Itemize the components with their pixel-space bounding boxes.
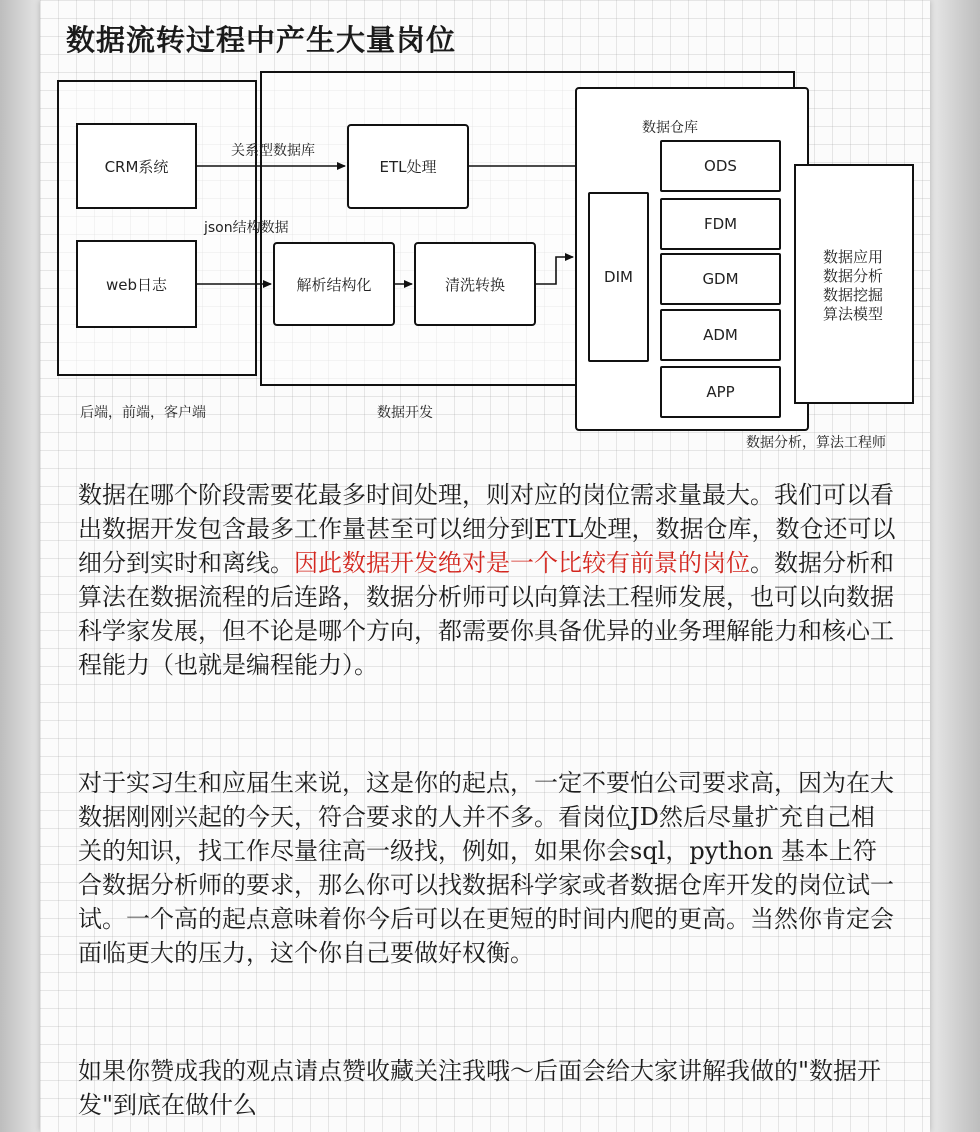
parse-structure-node: 解析结构化 <box>273 242 395 326</box>
layer-fdm: FDM <box>660 198 781 250</box>
caption-analysis: 数据分析，算法工程师 <box>746 435 886 451</box>
etl-node: ETL处理 <box>347 124 469 209</box>
paragraph-3: 如果你赞成我的观点请点赞收藏关注我哦～后面会给大家讲解我做的"数据开发"到底在做什么 <box>78 1057 882 1119</box>
app-item: 数据挖掘 <box>823 286 884 304</box>
paragraph-1-highlight: 因此数据开发绝对是一个比较有前景的岗位 <box>294 549 750 577</box>
paragraph-1-text-a: 数据在哪个阶段需要花最多时间处理，则对应的岗位需求量最大。我们可以看出数据开发包含最多工作量甚至可以细分到ETL处理，数据仓库，数仓还可以细分到实时和离线。 <box>78 481 896 577</box>
page-title: 数据流转过程中产生大量岗位 <box>66 23 457 57</box>
flow-arrows <box>0 0 980 460</box>
layer-app: APP <box>660 366 781 418</box>
layer-gdm: GDM <box>660 253 781 305</box>
paragraph-1 <box>78 478 898 682</box>
edge-label-json: json结构数据 <box>204 220 289 236</box>
layer-adm: ADM <box>660 309 781 361</box>
clean-transform-node: 清洗转换 <box>414 242 536 326</box>
layer-ods: ODS <box>660 140 781 192</box>
app-item: 算法模型 <box>823 305 884 323</box>
edge-label-relational-db: 关系型数据库 <box>231 143 315 159</box>
web-log-node: web日志 <box>76 240 197 328</box>
paragraph-2: 对于实习生和应届生来说，这是你的起点，一定不要怕公司要求高，因为在大数据刚刚兴起的今天，符合要求的人并不多。看岗位JD然后尽量扩充自己相关的知识，找工作尽量往高一级找，例如，如果你会sql，python 基本上符合数据分析师的要求，那么你可以找数据科学家或者数据仓库开发的岗位试一试。一个高的起点意味着你今后可以在更短的时间内爬的更高。当然你肯定会面临更大的压力，这个你自己要做好权衡。 <box>78 769 894 967</box>
caption-backend: 后端，前端，客户端 <box>80 405 206 421</box>
warehouse-label: 数据仓库 <box>642 120 698 136</box>
paragraph-1-text-b: 。数据分析和算法在数据流程的后连路，数据分析师可以向算法工程师发展，也可以向数据科学家发展，但不论是哪个方向，都需要你具备优异的业务理解能力和核心工程能力（也就是编程能力）。 <box>78 549 894 679</box>
crm-system-node: CRM系统 <box>76 123 197 209</box>
caption-data-dev: 数据开发 <box>377 405 433 421</box>
arrow-clean-to-warehouse <box>536 257 573 284</box>
app-item: 数据应用 <box>823 248 884 266</box>
dim-node: DIM <box>588 192 649 362</box>
app-item: 数据分析 <box>823 267 884 285</box>
